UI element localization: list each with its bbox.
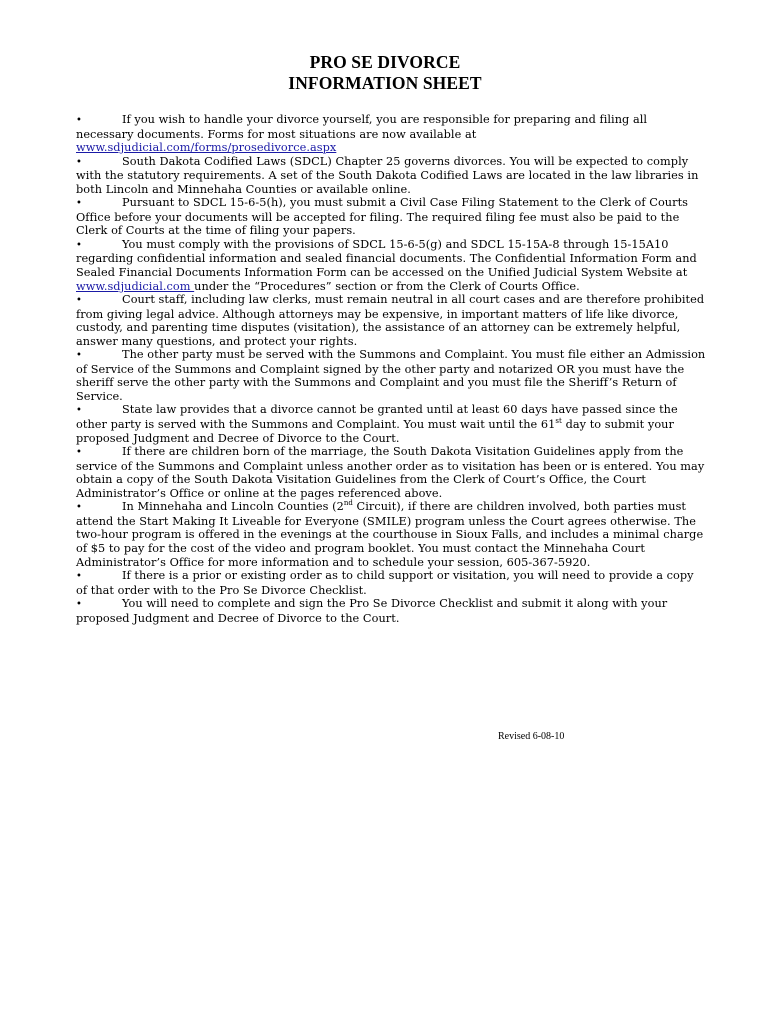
bullet-icon: • xyxy=(76,571,82,583)
item-text: Court staff, including law clerks, must remain neutral in all court cases and are therefore prohibited from giving legal advice. Although attorneys may be expensive, in important matters of life like divorce, custody, and parenting time disputes (visitation), the assistance of an attorney can be extremely helpful, answer many questions, and protect your rights. xyxy=(76,293,705,348)
item-text: If you wish to handle your divorce yourself, you are responsible for preparing and filing all necessary documents. Forms for most situations are now available at xyxy=(76,113,648,141)
list-item xyxy=(76,597,706,625)
item-text: If there are children born of the marriage, the South Dakota Visitation Guidelines apply from the service of the Summons and Complaint unless another order as to visitation has been or is entered. You may obtain a copy of the South Dakota Visitation Guidelines from the Clerk of Court’s Office, the Court Administrator’s Office or online at the pages referenced above. xyxy=(76,445,705,500)
revision-date: Revised 6-08-10 xyxy=(498,731,565,742)
bullet-icon: • xyxy=(76,502,82,514)
item-text: State law provides that a divorce cannot be granted until at least 60 days have passed since the other party is served with the Summons and Complaint. You must wait until the 61 xyxy=(76,403,678,432)
bullet-icon: • xyxy=(76,198,82,210)
bullet-icon: • xyxy=(76,115,82,126)
list-item xyxy=(76,155,706,197)
bullet-icon: • xyxy=(76,599,82,611)
information-list xyxy=(76,113,706,625)
item-text-continued: Circuit), if there are children involved, both parties must attend the Start Making It Liveable for Everyone (SMILE) program unless the Court agrees otherwise. The two-hour program is offered in the evenings at the courthouse in Sioux Falls, and includes a minimal charge of $5 to pay for the cost of the video and program booklet. You must contact the Minnehaha Court Administrator’s Office for more information and to schedule your session, 605-367-5920. xyxy=(76,500,704,569)
list-item xyxy=(76,348,706,403)
bullet-icon: • xyxy=(76,239,82,251)
document-title-line-1: PRO SE DIVORCE xyxy=(309,52,461,72)
item-text: If there is a prior or existing order as to child support or visitation, you will need to provide a copy of that order with to the Pro Se Divorce Checklist. xyxy=(76,569,694,597)
bullet-icon: • xyxy=(76,405,82,417)
item-text-continued: day to submit your proposed Judgment and Decree of Divorce to the Court. xyxy=(76,418,674,445)
list-item xyxy=(76,569,706,597)
item-text: South Dakota Codified Laws (SDCL) Chapter 25 governs divorces. You will be expected to comply with the statutory requirements. A set of the South Dakota Codified Laws are located in the law libraries in both Lincoln and Minnehaha Counties or available online. xyxy=(76,154,699,196)
list-item xyxy=(76,403,706,445)
item-text: Pursuant to SDCL 15-6-5(h), you must submit a Civil Case Filing Statement to the Clerk of Courts Office before your documents will be accepted for filing. The required filing fee must also be paid to the Clerk of Courts at the time of filing your papers. xyxy=(76,196,689,238)
bullet-icon: • xyxy=(76,156,82,168)
item-text: In Minnehaha and Lincoln Counties (2 xyxy=(122,500,344,514)
item-text: The other party must be served with the Summons and Complaint. You must file either an Admission of Service of the Summons and Complaint signed by the other party and notarized OR you must have the sheriff serve the other party with the Summons and Complaint and you must file the Sheriff’s Return of Service. xyxy=(76,348,706,403)
bullet-icon: • xyxy=(76,295,82,307)
list-item xyxy=(76,500,706,569)
list-item xyxy=(76,293,706,348)
document-title-line-2: INFORMATION SHEET xyxy=(288,73,482,93)
list-item xyxy=(76,113,706,155)
prosedivorce-link[interactable]: www.sdjudicial.com/forms/prosedivorce.aspx xyxy=(76,141,337,155)
ordinal-suffix: st xyxy=(555,417,562,426)
list-item xyxy=(76,445,706,500)
item-text: You will need to complete and sign the Pro Se Divorce Checklist and submit it along with your proposed Judgment and Decree of Divorce to the Court. xyxy=(76,597,668,625)
sdjudicial-link[interactable]: www.sdjudicial.com xyxy=(76,279,195,293)
item-text: You must comply with the provisions of SDCL 15-6-5(g) and SDCL 15-15A-8 through 15-15A10 regarding confidential information and sealed financial documents. The Confidential Information Form and Sealed Financial Documents Information Form can be accessed on the Unified Judicial System Website at xyxy=(76,237,697,280)
list-item xyxy=(76,196,706,238)
list-item xyxy=(76,238,706,293)
bullet-icon: • xyxy=(76,447,82,459)
bullet-icon: • xyxy=(76,350,82,362)
ordinal-suffix: nd xyxy=(343,499,353,508)
item-text-continued: under the “Procedures” section or from the Clerk of Courts Office. xyxy=(194,279,580,293)
